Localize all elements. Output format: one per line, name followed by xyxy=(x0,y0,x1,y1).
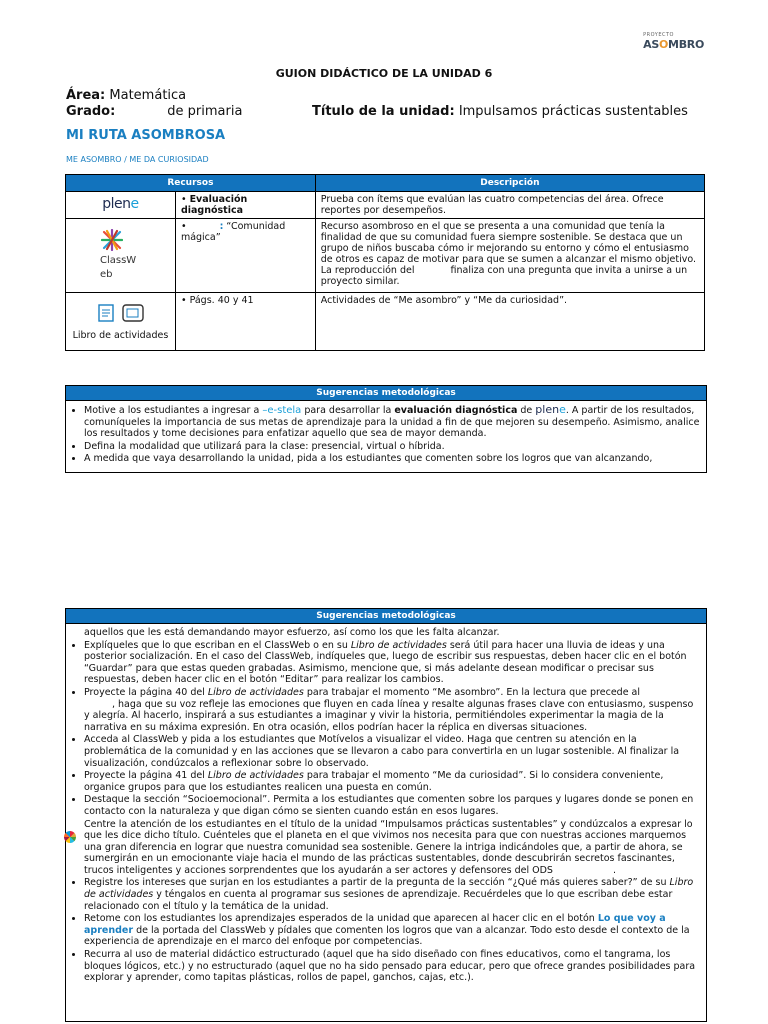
description-cell: Actividades de “Me asombro” y “Me da curiosidad”. xyxy=(315,293,704,351)
table-row xyxy=(66,192,705,219)
ods-icon xyxy=(64,831,76,843)
methodology-box-1 xyxy=(65,385,707,473)
list-item: • Defina la modalidad que utilizará para la clase: presencial, virtual o híbrida. xyxy=(84,441,700,453)
book-label: Libro de actividades xyxy=(72,330,169,341)
resource-cell: • Págs. 40 y 41 xyxy=(175,293,315,351)
list-item: • Registre los intereses que surjan en los estudiantes a partir de la pregunta de la sección “¿Qué más quieres saber?” de su Libro de actividades y téngalos en cuenta al programar sus sesiones de aprendizaje. Recuérdeles que lo que escriban debe estar relacionado con el título y la temática de la unidad. xyxy=(84,877,700,912)
header-recursos: Recursos xyxy=(66,175,316,192)
table-row xyxy=(66,219,705,293)
table-row xyxy=(66,293,705,351)
list-item: • Acceda al ClassWeb y pida a los estudiantes que Motívelos a visualizar el video. Haga que centren su atención en la problemática de la comunidad y en las acciones que se llevaron a cabo para convertirla en un lugar sostenible. Al finalizar la visualización, condúzcalos a reflexionar sobre lo observado. xyxy=(84,734,700,769)
list-item: • Recurra al uso de material didáctico estructurado (aquel que ha sido diseñado con fines educativos, como el tangrama, los bloques lógicos, etc.) y no estructurado (aquel que no ha sido pensado para educar, pero que ofrece grandes posibilidades para explorar y aprender, como tapitas plásticas, rollos de papel, ganchos, cajas, etc.). xyxy=(84,949,700,984)
methodology-list xyxy=(66,639,706,984)
classweb-label: ClassW eb xyxy=(100,255,137,280)
resources-table xyxy=(65,174,705,351)
lo-que-voy-a-aprender-link[interactable]: Lo que voy a aprender xyxy=(84,913,666,936)
unit-title-line: Título de la unidad: Impulsamos prácticas sustentables xyxy=(312,104,688,119)
list-item: Centre la atención de los estudiantes en el título de la unidad “Impulsamos prácticas sustentables” y condúzcalos a expresar lo que les dice dicho título. Cuénteles que el planeta en el que vivimos nos necesita para que con nuestras acciones marquemos una gran diferencia en lograr que nuestra comunidad sea sostenible. Genere la intriga indicándoles que, a partir de ahora, se sumergirán en un emocionante viaje hacia el mundo de las prácticas sustentables, donde descubrirán secretos fascinantes, trucos inteligentes y acciones sorprendentes que los ayudarán a ser actores y defensores del ODS . xyxy=(84,818,693,876)
methodology-list xyxy=(66,401,706,465)
pleno-logo-cell xyxy=(66,192,176,219)
pleno-inline-logo: plene xyxy=(535,403,566,416)
methodology-box-2 xyxy=(65,608,707,1022)
resource-cell: • : “Comunidad mágica” xyxy=(175,219,315,293)
document-title: GUION DIDÁCTICO DE LA UNIDAD 6 xyxy=(275,67,493,80)
book-icon xyxy=(85,301,155,327)
section-subheading: ME ASOMBRO / ME DA CURIOSIDAD xyxy=(66,155,209,164)
list-item: • Retome con los estudiantes los aprendizajes esperados de la unidad que aparecen al hacer clic en el botón Lo que voy a aprender de la portada del ClassWeb y pídales que comenten los logros que van a alcanzar. Todo esto desde el contexto de la experiencia de aprendizaje en el marco del enfoque por competencias. xyxy=(84,913,700,948)
description-cell: Prueba con ítems que evalúan las cuatro competencias del área. Ofrece reportes por desempeños. xyxy=(315,192,704,219)
list-item: • Proyecte la página 40 del Libro de actividades para trabajar el momento “Me asombro”. En la lectura que precede al , haga que su voz refleje las emociones que fluyen en cada línea y resalte algunas frases clave con entusiasmo, suspenso y alegría. Al hacerlo, inspirará a sus estudiantes a imaginar y vivir la historia, permitiéndoles experimentar la magia de la narrativa en su máxima expresión. En otra ocasión, ellos podrían hacer la réplica en diversas situaciones. xyxy=(84,687,700,733)
header-descripcion: Descripción xyxy=(315,175,704,192)
resource-cell: • Evaluación diagnóstica xyxy=(175,192,315,219)
continued-text: aquellos que les está demandando mayor esfuerzo, así como los que les falta alcanzar. xyxy=(84,627,500,638)
methodology-header: Sugerencias metodológicas xyxy=(66,386,706,401)
logo-text: ASOMBRO xyxy=(643,38,704,51)
table-header-row xyxy=(66,175,705,192)
list-item: • Destaque la sección “Socioemocional”. Permita a los estudiantes que comenten sobre los parques y lugares donde se ponen en contacto con la naturaleza y que digan cómo se sienten cuando están en esos lugares. xyxy=(84,794,700,817)
classweb-icon xyxy=(101,229,123,251)
section-heading: MI RUTA ASOMBROSA xyxy=(66,128,226,143)
area-line: Área: Matemática xyxy=(66,88,187,103)
methodology-header: Sugerencias metodológicas xyxy=(66,609,706,624)
description-cell: Recurso asombroso en el que se presenta a una comunidad que tenía la finalidad de que su comunidad fuera siempre sostenible. Se destaca que un grupo de niños buscaba cómo ir mejorando su entorno y cómo el entusiasmo de otros es capaz de motivar para que se sumen a alcanzar el mismo objetivo. La reproducción del finaliza con una pregunta que invita a unirse a un proyecto similar. xyxy=(315,219,704,293)
list-item: • Motive a los estudiantes a ingresar a –e-stela para desarrollar la evaluación diagnóstica de plene. A partir de los resultados, comuníqueles la importancia de sus metas de aprendizaje para la unidad a fin de que mejoren su desempeño. Asimismo, analice los resultados y tome decisiones para enfatizar aquello que sea de mayor demanda. xyxy=(84,404,700,440)
logo-small-text: PROYECTO xyxy=(643,32,674,38)
e-stela-link[interactable]: –e-stela xyxy=(262,405,302,416)
proyecto-asombro-logo xyxy=(643,32,704,51)
list-item: • A medida que vaya desarrollando la unidad, pida a los estudiantes que comenten sobre los logros que van alcanzando, xyxy=(84,453,700,465)
pleno-logo: plene xyxy=(102,196,139,212)
classweb-logo-cell xyxy=(66,219,176,293)
book-logo-cell xyxy=(66,293,176,351)
list-item: • Proyecte la página 41 del Libro de actividades para trabajar el momento “Me da curiosidad”. Si lo considera conveniente, organice grupos para que los estudiantes realicen una puesta en común. xyxy=(84,770,700,793)
grado-line: Grado: de primaria xyxy=(66,104,243,119)
list-item: • Explíqueles que lo que escriban en el ClassWeb o en su Libro de actividades será útil para hacer una lluvia de ideas y una posterior socialización. En el caso del ClassWeb, indíqueles que, luego de escribir sus respuestas, deben hacer clic en el botón “Guardar” para que estas queden grabadas. Asimismo, mencione que, si más adelante desean modificar o precisar sus respuestas, deben hacer clic en el botón “Editar” para realizar los cambios. xyxy=(84,640,700,686)
